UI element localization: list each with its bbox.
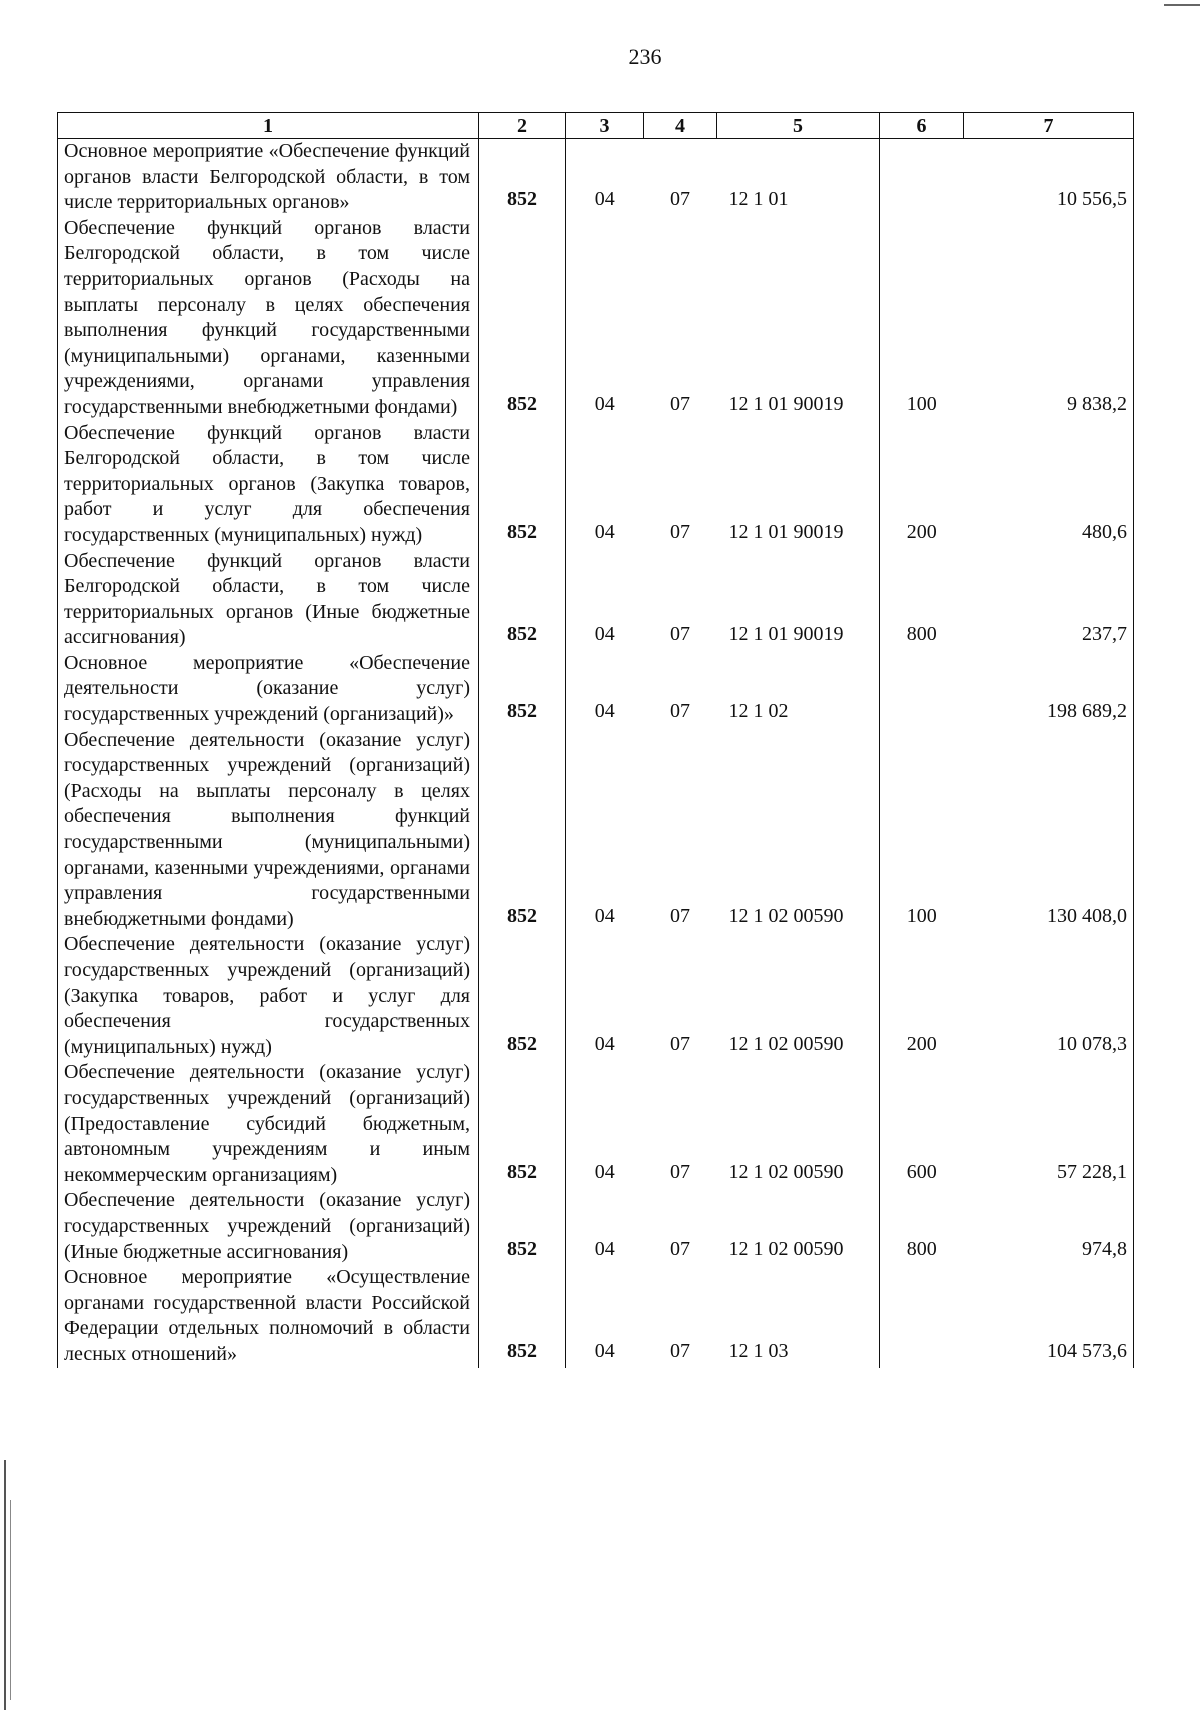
row-subsection: 07	[670, 1160, 690, 1183]
row-target-article: 12 1 02 00590	[717, 1060, 880, 1188]
row-section: 04	[566, 1060, 644, 1188]
row-expense-type	[880, 1265, 964, 1367]
header-col-2: 2	[479, 113, 566, 139]
row-expense-type: 100	[880, 728, 964, 933]
row-admin-code: 852	[479, 549, 566, 651]
row-target-article: 12 1 01	[717, 139, 880, 216]
row-admin-code: 852	[479, 932, 566, 1060]
row-expense-type: 800	[880, 1188, 964, 1265]
row-name: Основное мероприятие «Осуществление органами государственной власти Российской Федерации отдельных полномочий в области лесных отношений»	[58, 1265, 479, 1367]
row-subsection: 07	[670, 1339, 690, 1362]
row-section: 04	[566, 549, 644, 651]
table-row	[58, 1188, 1134, 1265]
table-row	[58, 549, 1134, 651]
row-amount: 237,7	[964, 549, 1134, 651]
row-section: 04	[566, 421, 644, 549]
row-target-article: 12 1 02 00590	[717, 728, 880, 933]
row-subsection: 07	[670, 188, 690, 211]
row-name: Обеспечение деятельности (оказание услуг) государственных учреждений (организаций) (Иные бюджетные ассигнования)	[58, 1188, 479, 1265]
row-target-article: 12 1 01 90019	[717, 216, 880, 421]
row-amount: 10 556,5	[964, 139, 1134, 216]
row-admin-code: 852	[479, 1060, 566, 1188]
header-col-6: 6	[880, 113, 964, 139]
table-header-row	[58, 113, 1134, 139]
header-col-7: 7	[964, 113, 1134, 139]
row-subsection: 07	[670, 700, 690, 723]
table-row	[58, 139, 1134, 216]
row-subsection: 07	[670, 1237, 690, 1260]
row-amount: 10 078,3	[964, 932, 1134, 1060]
row-target-article: 12 1 02	[717, 651, 880, 728]
row-admin-code: 852	[479, 421, 566, 549]
row-amount: 104 573,6	[964, 1265, 1134, 1367]
row-target-article: 12 1 02 00590	[717, 1188, 880, 1265]
row-name: Обеспечение функций органов власти Белгородской области, в том числе территориальных органов (Иные бюджетные ассигнования)	[58, 549, 479, 651]
table-row	[58, 728, 1134, 933]
row-name: Обеспечение деятельности (оказание услуг) государственных учреждений (организаций) (Расходы на выплаты персоналу в целях обеспечения выполнения функций государственными (муниципальными) органами, казенными учреждениями, органами управления государственными внебюджетными фондами)	[58, 728, 479, 933]
row-amount: 974,8	[964, 1188, 1134, 1265]
table-row	[58, 1060, 1134, 1188]
row-amount: 9 838,2	[964, 216, 1134, 421]
row-admin-code: 852	[479, 1188, 566, 1265]
header-col-1: 1	[58, 113, 479, 139]
row-section: 04	[566, 932, 644, 1060]
row-amount: 480,6	[964, 421, 1134, 549]
row-subsection: 07	[670, 392, 690, 415]
row-name: Обеспечение функций органов власти Белгородской области, в том числе территориальных органов (Расходы на выплаты персоналу в целях обеспечения выполнения функций государственными (муниципальными) органами, казенными учреждениями, органами управления государственными внебюджетными фондами)	[58, 216, 479, 421]
row-name: Основное мероприятие «Обеспечение функций органов власти Белгородской области, в том числе территориальных органов»	[58, 139, 479, 216]
row-section: 04	[566, 728, 644, 933]
table-row	[58, 216, 1134, 421]
row-target-article: 12 1 03	[717, 1265, 880, 1367]
row-target-article: 12 1 01 90019	[717, 549, 880, 651]
row-admin-code: 852	[479, 728, 566, 933]
row-admin-code: 852	[479, 139, 566, 216]
row-section: 04	[566, 651, 644, 728]
row-amount: 57 228,1	[964, 1060, 1134, 1188]
row-expense-type: 600	[880, 1060, 964, 1188]
row-name: Основное мероприятие «Обеспечение деятельности (оказание услуг) государственных учреждений (организаций)»	[58, 651, 479, 728]
table-row	[58, 932, 1134, 1060]
row-name: Обеспечение деятельности (оказание услуг) государственных учреждений (организаций) (Закупка товаров, работ и услуг для обеспечения государственных (муниципальных) нужд)	[58, 932, 479, 1060]
header-col-4: 4	[644, 113, 717, 139]
row-admin-code: 852	[479, 1265, 566, 1367]
budget-table	[57, 112, 1134, 1368]
table-row	[58, 421, 1134, 549]
row-expense-type	[880, 139, 964, 216]
row-subsection: 07	[670, 623, 690, 646]
row-name: Обеспечение функций органов власти Белгородской области, в том числе территориальных органов (Закупка товаров, работ и услуг для обеспечения государственных (муниципальных) нужд)	[58, 421, 479, 549]
row-section: 04	[566, 1188, 644, 1265]
table-row	[58, 1265, 1134, 1367]
row-section: 04	[566, 216, 644, 421]
row-section: 04	[566, 1265, 644, 1367]
row-target-article: 12 1 02 00590	[717, 932, 880, 1060]
scan-edge-mark	[4, 1460, 6, 1710]
row-expense-type: 200	[880, 932, 964, 1060]
row-expense-type	[880, 651, 964, 728]
row-amount: 130 408,0	[964, 728, 1134, 933]
scan-edge-mark	[10, 1500, 11, 1700]
header-col-5: 5	[717, 113, 880, 139]
scan-corner-mark	[1164, 4, 1200, 6]
row-expense-type: 200	[880, 421, 964, 549]
row-expense-type: 800	[880, 549, 964, 651]
header-col-3: 3	[566, 113, 644, 139]
row-subsection: 07	[670, 520, 690, 543]
row-target-article: 12 1 01 90019	[717, 421, 880, 549]
row-admin-code: 852	[479, 216, 566, 421]
row-name: Обеспечение деятельности (оказание услуг) государственных учреждений (организаций) (Предоставление субсидий бюджетным, автономным учреждениям и иным некоммерческим организациям)	[58, 1060, 479, 1188]
page-number: 236	[628, 44, 662, 69]
row-admin-code: 852	[479, 651, 566, 728]
row-amount: 198 689,2	[964, 651, 1134, 728]
table-row	[58, 651, 1134, 728]
row-expense-type: 100	[880, 216, 964, 421]
row-section: 04	[566, 139, 644, 216]
row-subsection: 07	[670, 1032, 690, 1055]
row-subsection: 07	[670, 904, 690, 927]
